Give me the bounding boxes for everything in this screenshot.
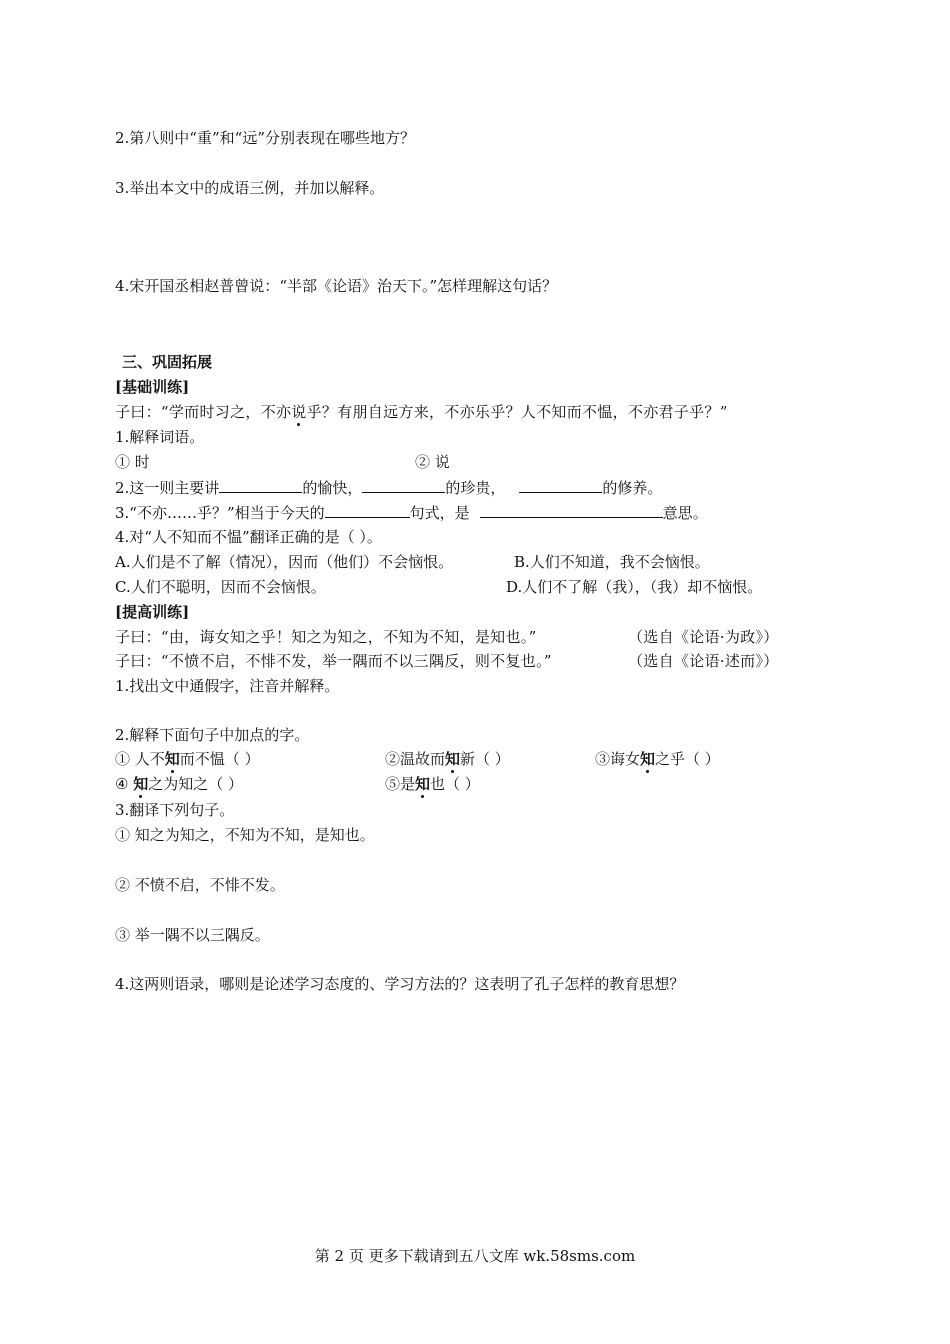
basic-q4: 4.对“人不知而不愠”翻译正确的是（ ）。 xyxy=(115,528,382,546)
option-c: C.人们不聪明，因而不会恼恨。 xyxy=(115,578,326,596)
text: ②温故而 xyxy=(385,750,446,768)
answer-blank[interactable] xyxy=(219,477,302,493)
dotted-char: 知 xyxy=(640,750,656,768)
text: ① 人不 xyxy=(115,750,165,768)
basic-quote xyxy=(115,402,728,422)
basic-q3 xyxy=(115,502,708,523)
quote-part: 子曰：“学而时习之，不亦 xyxy=(115,403,292,421)
option-a: A.人们是不了解（情况），因而（他们）不会恼恨。 xyxy=(115,553,454,571)
word-item-3 xyxy=(595,749,720,769)
answer-blank[interactable] xyxy=(480,502,663,518)
question-4: 4.宋开国丞相赵普曾说：“半部《论语》治天下。”怎样理解这句话？ xyxy=(115,277,558,295)
quote-part: 乎？有朋自远方来，不亦乐乎？人不知而不愠，不亦君子乎？” xyxy=(306,403,728,421)
section-title: 三、巩固拓展 xyxy=(122,353,213,371)
text: ③诲女 xyxy=(595,750,641,768)
basic-q1-item-b: ② 说 xyxy=(415,453,450,471)
page-footer: 第 2 页 更多下载请到五八文库 wk.58sms.com xyxy=(314,1247,636,1265)
option-d: D.人们不了解（我），（我）却不恼恨。 xyxy=(506,578,763,596)
option-b: B.人们不知道，我不会恼恨。 xyxy=(514,553,710,571)
word-item-1 xyxy=(115,749,260,769)
dotted-char: 知 xyxy=(133,775,149,793)
text: 句式，是 xyxy=(409,504,470,522)
advanced-q1: 1.找出文中通假字，注音并解释。 xyxy=(115,677,340,695)
word-item-2 xyxy=(385,749,510,769)
dotted-char: 知 xyxy=(445,750,461,768)
basic-q1-item-a: ① 时 xyxy=(115,453,150,471)
word-item-5 xyxy=(385,774,480,794)
text: 而不愠（ ） xyxy=(179,750,260,768)
advanced-q2: 2.解释下面句子中加点的字。 xyxy=(115,726,310,744)
text: 新（ ） xyxy=(460,750,510,768)
dotted-char: 知 xyxy=(164,750,180,768)
advanced-source-1: （选自《论语·为政》） xyxy=(628,628,779,646)
question-2: 2.第八则中“重”和“远”分别表现在哪些地方？ xyxy=(115,129,415,147)
text: 也（ ） xyxy=(430,775,480,793)
text: ④ xyxy=(115,775,134,793)
text: 的愉快， xyxy=(302,479,363,497)
text: 之为知之（ ） xyxy=(148,775,244,793)
question-3: 3.举出本文中的成语三例，并加以解释。 xyxy=(115,179,385,197)
dotted-char: 知 xyxy=(415,775,431,793)
basic-q1: 1.解释词语。 xyxy=(115,428,205,446)
text: 意思。 xyxy=(662,504,708,522)
dotted-char: 说 xyxy=(291,403,307,421)
advanced-training-heading: [提高训练] xyxy=(115,603,190,621)
advanced-quote-1: 子曰：“由，诲女知之乎！知之为知之，不知为不知，是知也。” xyxy=(115,628,537,646)
answer-blank[interactable] xyxy=(519,477,602,493)
text: 之乎（ ） xyxy=(655,750,720,768)
word-item-4 xyxy=(115,774,243,794)
basic-training-heading: [基础训练] xyxy=(115,378,190,396)
advanced-quote-2: 子曰：“不愤不启，不悱不发，举一隅而不以三隅反，则不复也。” xyxy=(115,652,552,670)
advanced-q4: 4.这两则语录，哪则是论述学习态度的、学习方法的？这表明了孔子怎样的教育思想？ xyxy=(115,975,685,993)
advanced-source-2: （选自《论语·述而》） xyxy=(628,652,779,670)
translate-item-2: ② 不愤不启，不悱不发。 xyxy=(115,876,285,894)
advanced-q3: 3.翻译下列句子。 xyxy=(115,801,235,819)
text: ⑤是 xyxy=(385,775,416,793)
translate-item-3: ③ 举一隅不以三隅反。 xyxy=(115,926,270,944)
answer-blank[interactable] xyxy=(362,477,445,493)
basic-q2 xyxy=(115,477,662,498)
text: 的修养。 xyxy=(602,479,663,497)
answer-blank[interactable] xyxy=(325,502,410,518)
translate-item-1: ① 知之为知之，不知为不知，是知也。 xyxy=(115,826,375,844)
text: 2.这一则主要讲 xyxy=(115,479,220,497)
text: 3.“不亦……乎？”相当于今天的 xyxy=(115,504,325,522)
text: 的珍贵， xyxy=(445,479,506,497)
